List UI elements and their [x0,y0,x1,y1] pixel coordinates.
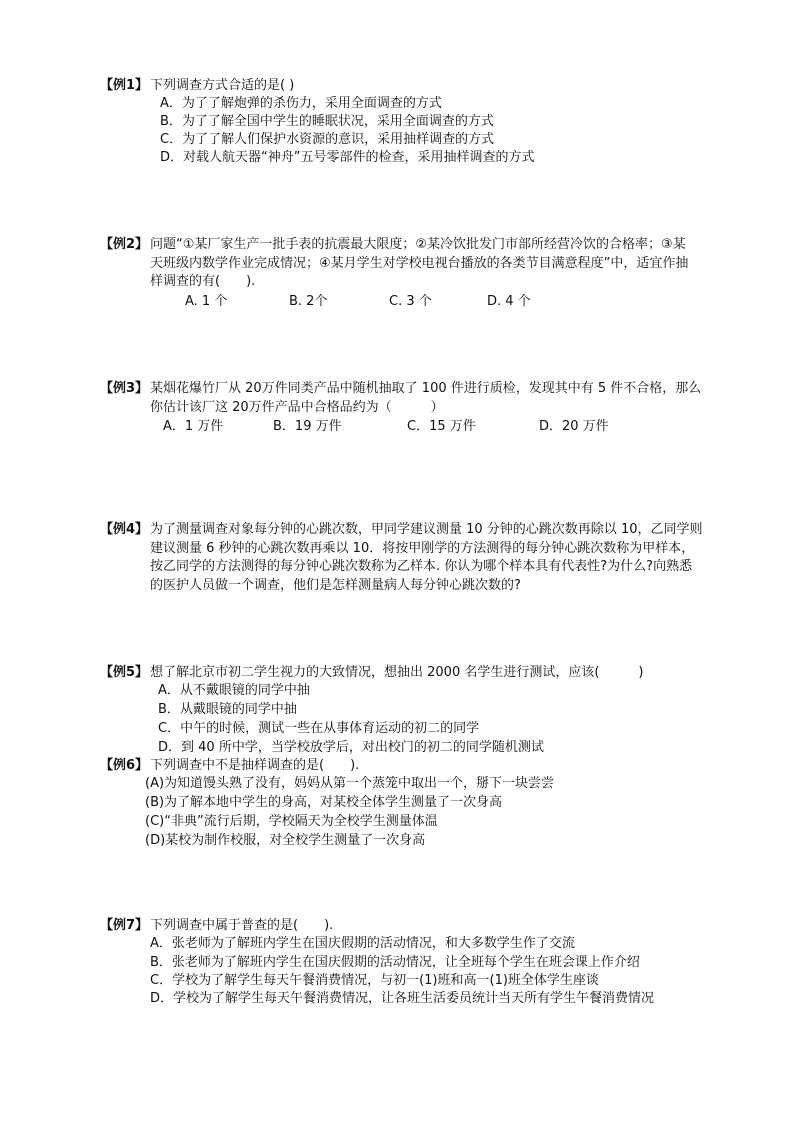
question-3-tag: 【例3】 [100,381,149,396]
question-5-option-a: A．从不戴眼镜的同学中抽 [158,683,310,698]
question-5-option-c: C．中午的时候，测试一些在从事体育运动的初二的同学 [158,721,480,736]
question-4-stem [150,521,762,595]
question-3-stem-line-2: 你估计该厂这 20万件产品中合格品约为（ ） [150,399,444,415]
question-4-stem-line-3: 按乙同学的方法测得的每分钟心跳次数称为乙样本. 你认为哪个样本具有代表性?为什么?向熟悉 [150,559,693,574]
question-2-option-a: A. 1 个 [185,294,228,309]
question-3-option-b: B．19 万件 [273,419,342,434]
question-1-stem: 下列调查方式合适的是( ) [150,78,295,93]
question-6-option-c: (C)“非典”流行后期，学校隔天为全校学生测量体温 [145,814,438,829]
question-2-option-d: D. 4 个 [487,294,531,309]
question-2-stem [150,236,762,292]
question-1-option-d: D．对载人航天器“神舟”五号零部件的检查，采用抽样调查的方式 [160,150,535,165]
question-1-option-a: A．为了了解炮弹的杀伤力，采用全面调查的方式 [160,96,442,111]
question-5-option-d: D．到 40 所中学，当学校放学后，对出校门的初二的同学随机测试 [158,740,544,755]
question-7-option-b: B．张老师为了解班内学生在国庆假期的活动情况，让全班每个学生在班会课上作介绍 [150,955,640,970]
question-2-tag: 【例2】 [100,237,149,252]
question-1-option-c: C．为了了解人们保护水资源的意识，采用抽样调查的方式 [160,132,495,147]
question-4-stem-line-1: 为了测量调查对象每分钟的心跳次数，甲同学建议测量 10 分钟的心跳次数再除以 10，乙同学则 [150,522,703,537]
question-2-option-c: C. 3 个 [389,294,432,309]
question-6-option-a: (A)为知道馒头熟了没有，妈妈从第一个蒸笼中取出一个，掰下一块尝尝 [145,776,555,791]
question-6-option-b: (B)为了解本地中学生的身高，对某校全体学生测量了一次身高 [145,795,503,810]
question-4-stem-line-4: 的医护人员做一个调查，他们是怎样测量病人每分钟心跳次数的? [150,577,521,593]
question-6-stem: 下列调查中不是抽样调查的是( ). [150,758,360,773]
question-5-stem: 想了解北京市初二学生视力的大致情况，想抽出 2000 名学生进行测试，应该( ) [150,665,644,680]
question-2-stem-line-1: 问题“①某厂家生产一批手表的抗震最大限度；②某冷饮批发门市部所经营冷饮的合格率；③某 [150,237,686,252]
question-2-stem-line-2: 天班级内数学作业完成情况；④某月学生对学校电视台播放的各类节目满意程度”中，适宜作抽 [150,255,689,271]
question-5-tag: 【例5】 [100,665,149,680]
question-7-option-c: C．学校为了解学生每天午餐消费情况，与初一(1)班和高一(1)班全体学生座谈 [150,973,599,988]
question-2-stem-line-3: 样调查的有( ). [150,274,256,289]
question-3-stem [150,380,762,417]
question-7-option-a: A．张老师为了解班内学生在国庆假期的活动情况，和大多数学生作了交流 [150,936,575,951]
question-4-tag: 【例4】 [100,522,149,537]
question-3-option-c: C．15 万件 [407,419,476,434]
question-3-option-a: A．1 万件 [163,419,224,434]
question-4-stem-line-2: 建议测量 6 秒钟的心跳次数再乘以 10．将按甲刚学的方法测得的每分钟心跳次数称为甲样本， [150,540,695,556]
question-1-option-b: B．为了了解全国中学生的睡眠状况，采用全面调查的方式 [160,114,494,129]
question-1-tag: 【例1】 [100,78,149,93]
question-7-tag: 【例7】 [100,918,149,933]
question-2-option-b: B. 2个 [289,294,328,309]
question-3-option-d: D．20 万件 [539,419,609,434]
question-7-option-d: D．学校为了解学生每天午餐消费情况，让各班生活委员统计当天所有学生午餐消费情况 [150,991,655,1006]
question-6-option-d: (D)某校为制作校服，对全校学生测量了一次身高 [145,833,426,848]
question-7-stem: 下列调查中属于普查的是( ). [150,918,334,933]
question-6-tag: 【例6】 [100,758,149,773]
question-5-option-b: B．从戴眼镜的同学中抽 [158,702,297,717]
question-3-stem-line-1: 某烟花爆竹厂从 20万件同类产品中随机抽取了 100 件进行质检，发现其中有 5 件不合格，那么 [150,381,702,396]
